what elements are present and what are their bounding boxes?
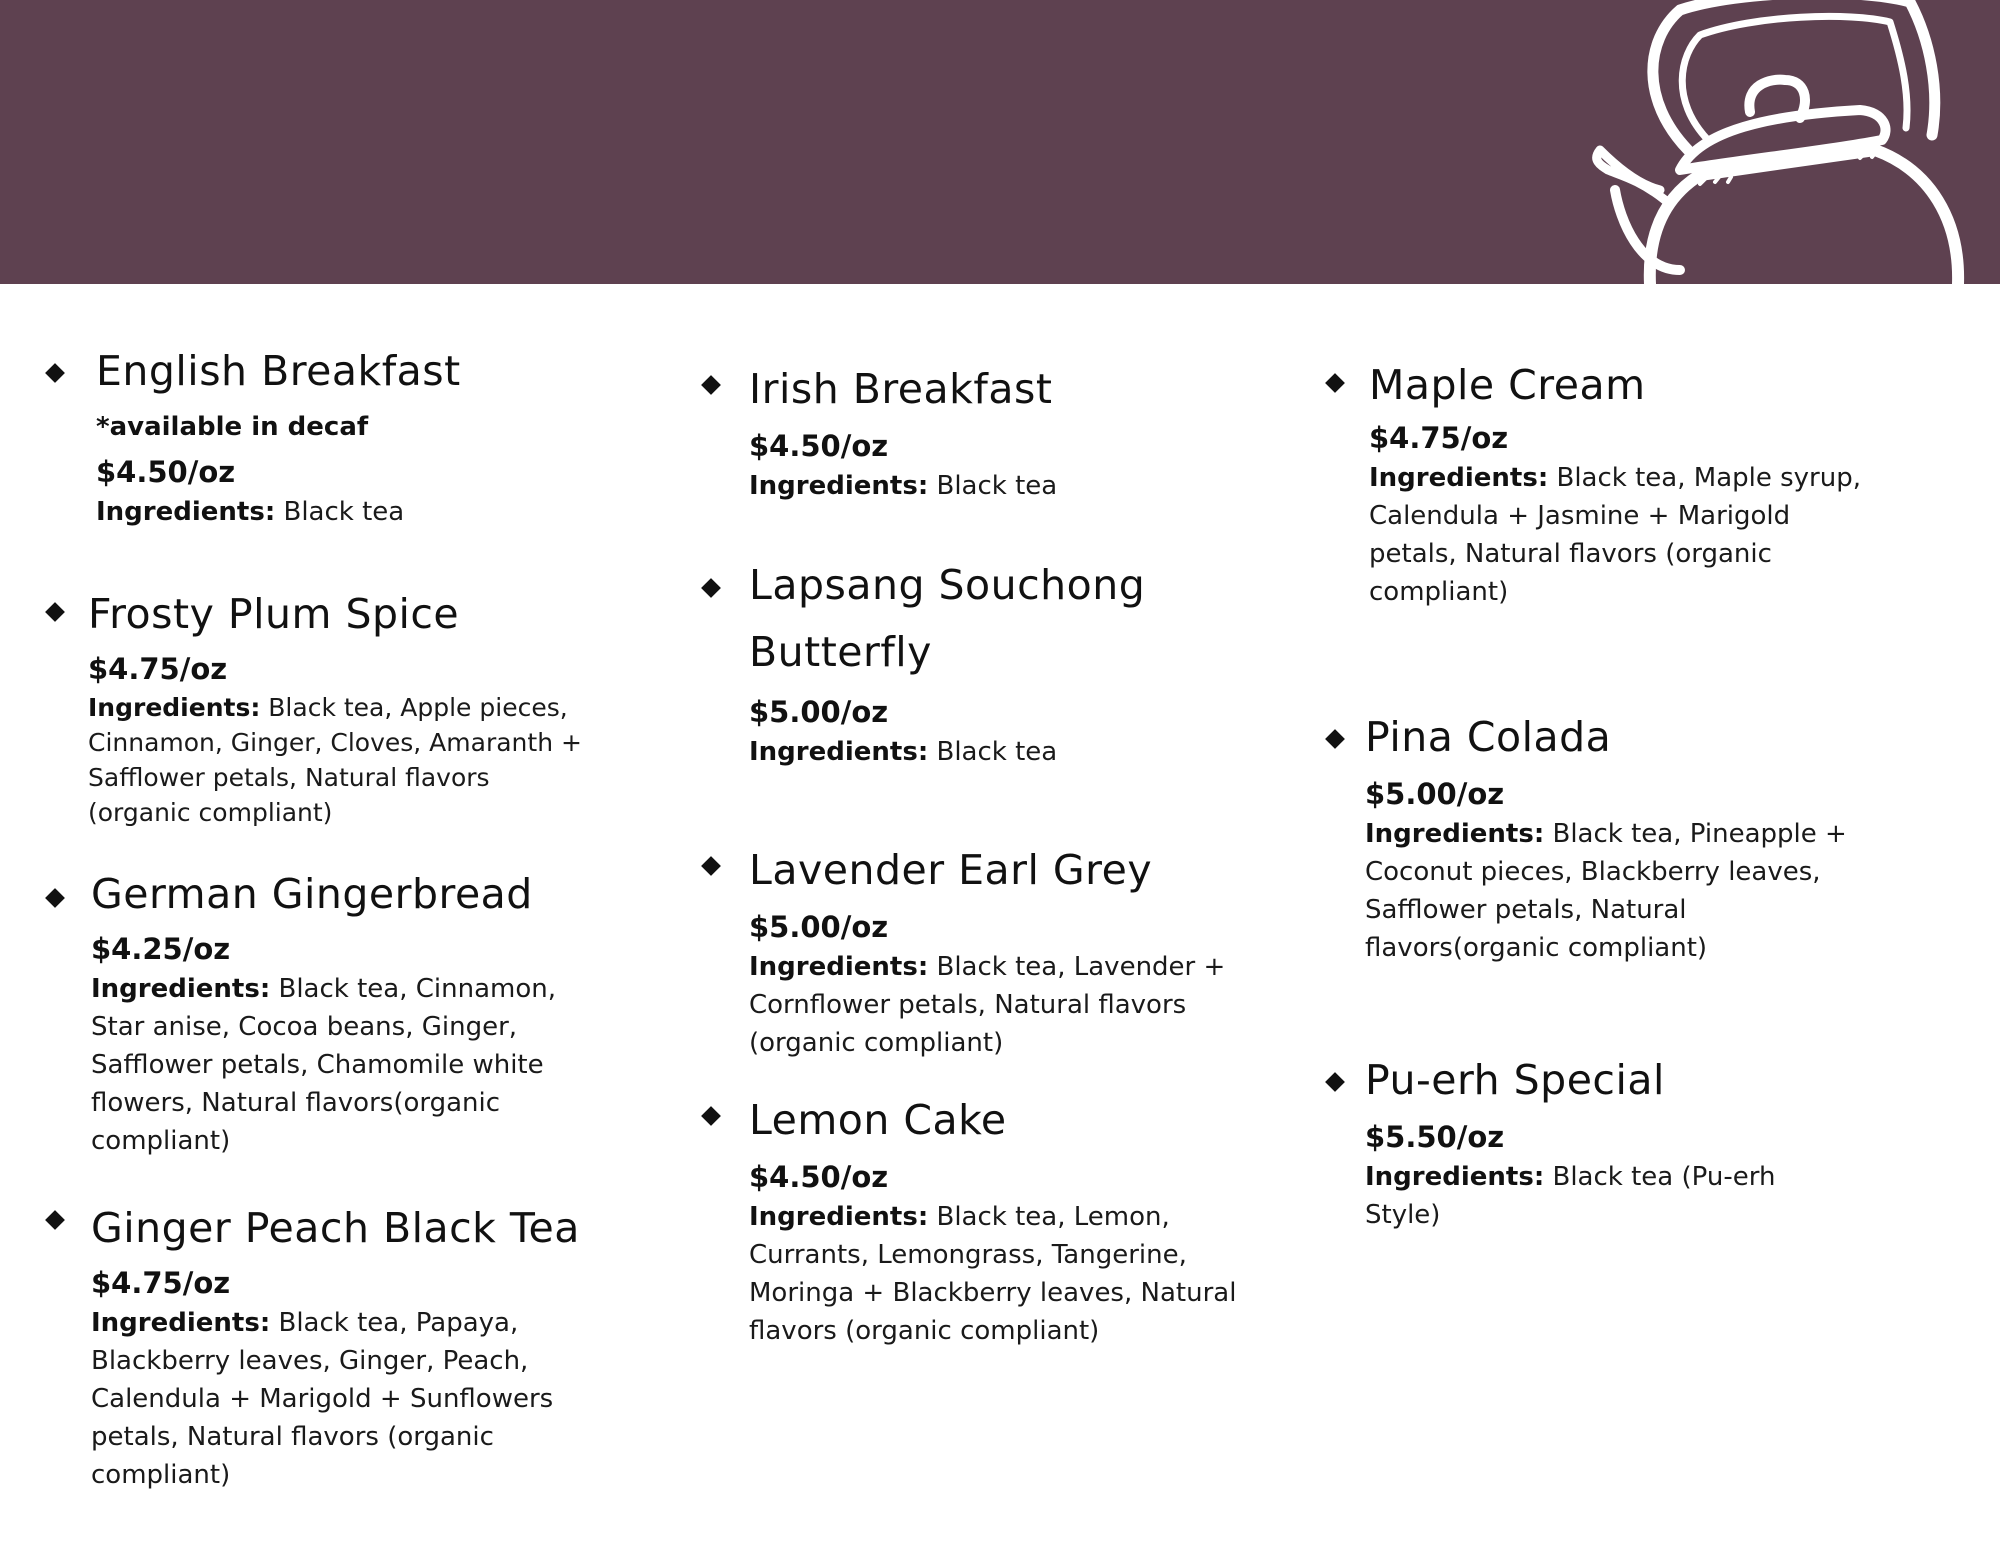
tea-ingredients <box>749 1198 1259 1350</box>
tea-price: $4.75/oz <box>91 1266 231 1300</box>
tea-price: $4.50/oz <box>749 429 889 463</box>
tea-lavender-earl-grey <box>749 846 1249 1062</box>
ingredients-label: Ingredients: <box>749 737 929 767</box>
diamond-bullet-icon <box>1325 729 1345 749</box>
tea-ingredients <box>96 493 616 531</box>
diamond-bullet-icon <box>701 375 721 395</box>
diamond-bullet-icon <box>45 888 65 908</box>
diamond-bullet-icon <box>701 856 721 876</box>
ingredients-text: Black tea, Maple syrup, Calendula + Jasmine + Marigold petals, Natural flavors (organic compliant) <box>1369 463 1861 607</box>
tea-maple-cream <box>1369 361 1879 611</box>
tea-ingredients <box>749 467 1269 505</box>
ingredients-text: Black tea, Papaya, Blackberry leaves, Ginger, Peach, Calendula + Marigold + Sunflowers petals, Natural flavors (organic compliant) <box>91 1308 554 1490</box>
tea-lemon-cake <box>749 1096 1259 1350</box>
tea-ingredients <box>1369 459 1879 611</box>
tea-ginger-peach-black-tea <box>91 1204 601 1494</box>
ingredients-text: Black tea, Lemon, Currants, Lemongrass, Tangerine, Moringa + Blackberry leaves, Natural flavors (organic compliant) <box>749 1202 1237 1346</box>
tea-name: Ginger Peach Black Tea <box>91 1204 580 1252</box>
tea-lapsang-souchong-butterfly <box>749 552 1229 771</box>
ingredients-text: Black tea <box>936 737 1058 767</box>
tea-price: $4.75/oz <box>1369 421 1509 455</box>
ingredients-label: Ingredients: <box>1365 819 1545 849</box>
tea-english-breakfast <box>96 347 616 531</box>
tea-price: $5.00/oz <box>749 910 889 944</box>
diamond-bullet-icon <box>1325 373 1345 393</box>
ingredients-text: Black tea, Lavender + Cornflower petals, Natural flavors (organic compliant) <box>749 952 1226 1058</box>
tea-name: Lapsang Souchong Butterfly <box>749 561 1146 676</box>
tea-ingredients <box>91 970 601 1160</box>
tea-price: $4.50/oz <box>96 455 236 489</box>
tea-note: *available in decaf <box>96 412 369 442</box>
ingredients-label: Ingredients: <box>91 974 271 1004</box>
tea-ingredients <box>749 948 1249 1062</box>
tea-name: English Breakfast <box>96 347 461 395</box>
ingredients-text: Black tea <box>936 471 1058 501</box>
tea-name: Irish Breakfast <box>749 365 1053 413</box>
tea-price: $4.75/oz <box>88 652 228 686</box>
tea-ingredients <box>88 690 588 830</box>
diamond-bullet-icon <box>45 363 65 383</box>
ingredients-label: Ingredients: <box>1365 1162 1545 1192</box>
tea-price: $5.00/oz <box>1365 777 1505 811</box>
tea-name: German Gingerbread <box>91 870 533 918</box>
tea-ingredients <box>749 733 1229 771</box>
ingredients-text: Black tea, Pineapple + Coconut pieces, Blackberry leaves, Safflower petals, Natural flavors(organic compliant) <box>1365 819 1847 963</box>
tea-ingredients <box>1365 815 1855 967</box>
ingredients-text: Black tea, Cinnamon, Star anise, Cocoa beans, Ginger, Safflower petals, Chamomile white flowers, Natural flavors(organic compliant) <box>91 974 557 1156</box>
diamond-bullet-icon <box>1325 1072 1345 1092</box>
header-banner <box>0 0 2000 284</box>
diamond-bullet-icon <box>701 1106 721 1126</box>
ingredients-text: Black tea (Pu-erh Style) <box>1365 1162 1776 1230</box>
ingredients-label: Ingredients: <box>749 1202 929 1232</box>
ingredients-label: Ingredients: <box>749 471 929 501</box>
tea-frosty-plum-spice <box>88 590 588 830</box>
tea-ingredients <box>91 1304 601 1494</box>
tea-name: Frosty Plum Spice <box>88 590 460 638</box>
tea-german-gingerbread <box>91 870 601 1160</box>
tea-name: Pu-erh Special <box>1365 1056 1665 1104</box>
tea-name: Lavender Earl Grey <box>749 846 1153 894</box>
tea-price: $4.50/oz <box>749 1160 889 1194</box>
ingredients-text: Black tea, Apple pieces, Cinnamon, Ginger, Cloves, Amaranth + Safflower petals, Natural flavors (organic compliant) <box>88 693 582 827</box>
ingredients-label: Ingredients: <box>1369 463 1549 493</box>
diamond-bullet-icon <box>45 602 65 622</box>
ingredients-label: Ingredients: <box>91 1308 271 1338</box>
tea-price: $5.00/oz <box>749 695 889 729</box>
ingredients-label: Ingredients: <box>88 693 261 722</box>
diamond-bullet-icon <box>45 1210 65 1230</box>
kettle-icon <box>1530 0 2000 284</box>
ingredients-label: Ingredients: <box>749 952 929 982</box>
tea-price: $5.50/oz <box>1365 1120 1505 1154</box>
tea-pina-colada <box>1365 713 1855 967</box>
tea-price: $4.25/oz <box>91 932 231 966</box>
tea-ingredients <box>1365 1158 1835 1234</box>
tea-irish-breakfast <box>749 365 1269 505</box>
tea-name: Lemon Cake <box>749 1096 1007 1144</box>
tea-name: Pina Colada <box>1365 713 1612 761</box>
tea-name: Maple Cream <box>1369 361 1646 409</box>
tea-pu-erh-special <box>1365 1056 1835 1234</box>
diamond-bullet-icon <box>701 578 721 598</box>
ingredients-text: Black tea <box>283 497 405 527</box>
ingredients-label: Ingredients: <box>96 497 276 527</box>
